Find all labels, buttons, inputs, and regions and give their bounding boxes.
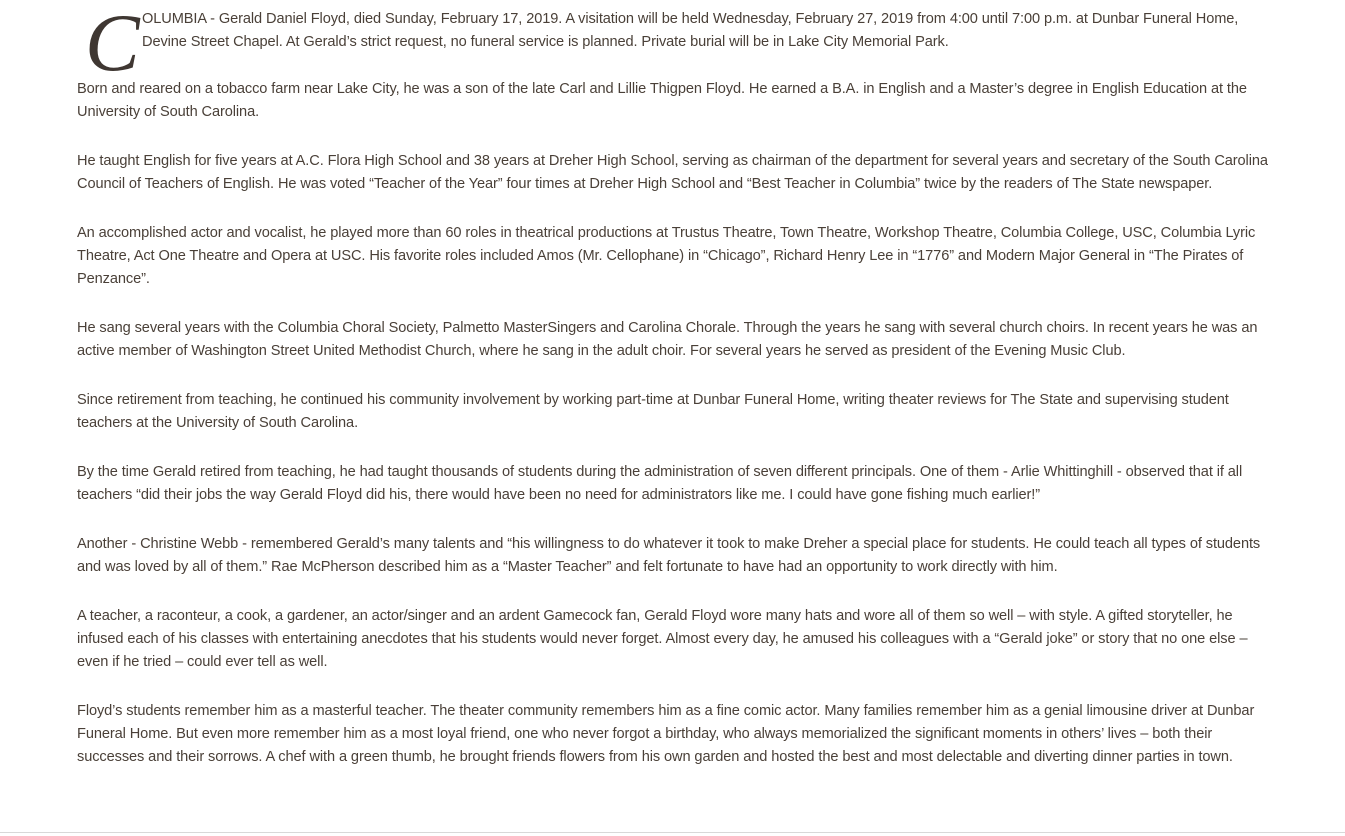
drop-cap: C [85,0,140,88]
obituary-paragraph: Since retirement from teaching, he continued his community involvement by working part-time at Dunbar Funeral Home, writing theater reviews for The State and supervising student teachers at the University of South Carolina. [77,392,1229,431]
bottom-divider [0,832,1345,833]
obituary-paragraph: Another - Christine Webb - remembered Gerald’s many talents and “his willingness to do whatever it took to make Dreher a special place for students. He could teach all types of students and was loved by all of them.” Rae McPherson described him as a “Master Teacher” and felt fortunate to have had an opportunity to work directly with him. [77,536,1261,575]
obituary-paragraph: Born and reared on a tobacco farm near Lake City, he was a son of the late Carl and Lillie Thigpen Floyd. He earned a B.A. in English and a Master’s degree in English Education at the University of South Carolina. [77,81,1247,120]
intro-text: OLUMBIA - Gerald Daniel Floyd, died Sunday, February 17, 2019. A visitation will be held Wednesday, February 27, 2019 from 4:00 until 7:00 p.m. at Dunbar Funeral Home, Devine Street Chapel. At Gerald’s strict request, no funeral service is planned. Private burial will be in Lake City Memorial Park. [142,11,1239,50]
obituary-paragraph: He sang several years with the Columbia Choral Society, Palmetto MasterSingers and Carolina Chorale. Through the years he sang with several church choirs. In recent years he was an active member of Washington Street United Methodist Church, where he sang in the adult choir. For several years he served as president of the Evening Music Club. [77,320,1258,359]
obituary-paragraph: By the time Gerald retired from teaching, he had taught thousands of students during the administration of seven different principals. One of them - Arlie Whittinghill - observed that if all teachers “did their jobs the way Gerald Floyd did his, there would have been no need for administrators like me. I could have gone fishing much earlier!” [77,464,1243,503]
obituary-paragraph: An accomplished actor and vocalist, he played more than 60 roles in theatrical productions at Trustus Theatre, Town Theatre, Workshop Theatre, Columbia College, USC, Columbia Lyric Theatre, Act One Theatre and Opera at USC. His favorite roles included Amos (Mr. Cellophane) in “Chicago”, Richard Henry Lee in “1776” and Modern Major General in “The Pirates of Penzance”. [77,225,1256,287]
obituary-paragraph: Floyd’s students remember him as a masterful teacher. The theater community remembers him as a fine comic actor. Many families remember him as a genial limousine driver at Dunbar Funeral Home. But even more remember him as a most loyal friend, one who never forgot a birthday, who always memorialized the significant moments in others’ lives – both their successes and their sorrows. A chef with a green thumb, he brought friends flowers from his own garden and hosted the best and most delectable and diverting dinner parties in town. [77,703,1255,765]
obituary-article [77,0,1270,795]
obituary-paragraph-intro [77,0,1270,88]
obituary-paragraph: He taught English for five years at A.C. Flora High School and 38 years at Dreher High School, serving as chairman of the department for several years and secretary of the South Carolina Council of Teachers of English. He was voted “Teacher of the Year” four times at Dreher High School and “Best Teacher in Columbia” twice by the readers of The State newspaper. [77,153,1268,192]
obituary-paragraph: A teacher, a raconteur, a cook, a gardener, an actor/singer and an ardent Gamecock fan, Gerald Floyd wore many hats and wore all of them so well – with style. A gifted storyteller, he infused each of his classes with entertaining anecdotes that his students would never forget. Almost every day, he amused his colleagues with a “Gerald joke” or story that no one else –even if he tried – could ever tell as well. [77,608,1248,670]
